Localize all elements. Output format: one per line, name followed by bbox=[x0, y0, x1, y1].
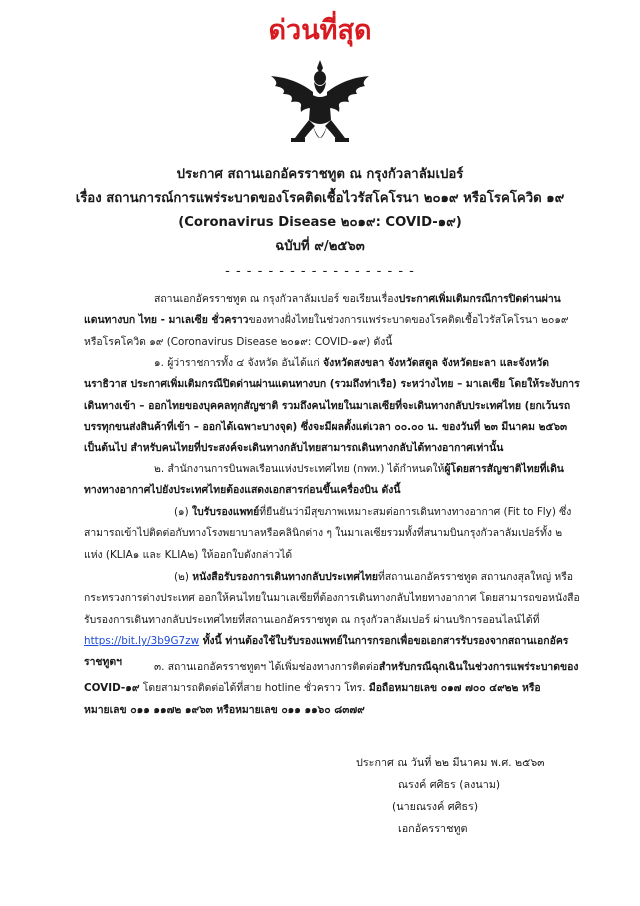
separator-line: - - - - - - - - - - - - - - - - - - bbox=[225, 264, 415, 279]
item-3-paragraph: ๓. สถานเอกอัครราชทูตฯ ได้เพิ่มช่องทางการติดต่อสำหรับกรณีฉุกเฉินในช่วงการแพร่ระบาดของ COVID-๑๙ โดยสามารถติดต่อได้ที่สาย hotline ชั่วคราว โทร. มือถือหมายเลข ๐๑๗ ๗๐๐ ๔๙๒๒ หรือหมายเลข ๐๑๑ ๑๑๗๒ ๑๙๖๓ หรือหมายเลข ๐๑๑ ๑๑๖๐ ๘๓๗๙ bbox=[84, 661, 579, 716]
item-2-sub-1-paragraph: (๑) ใบรับรองแพทย์ที่ยืนยันว่ามีสุขภาพเหมาะสมต่อการเดินทางทางอากาศ (Fit to Fly) ซึ่งสามารถเข้าไปติดต่อกับทางโรงพยาบาลหรือคลินิกต่าง ๆ ในมาเลเซียรวมทั้งที่สนามบินกรุงกัวลาลัมเปอร์ทั้ง ๒ แห่ง (KLIA๑ และ KLIA๒) ให้ออกใบดังกล่าวได้ bbox=[84, 506, 572, 561]
urgency-stamp: ด่วนที่สุด bbox=[268, 15, 372, 46]
signature-line: ณรงค์ ศศิธร (ลงนาม) bbox=[398, 778, 501, 791]
item-2-sub-2-paragraph: (๒) หนังสือรับรองการเดินทางกลับประเทศไทยที่สถานเอกอัครราชทูต สถานกงสุลใหญ่ หรือกระทรวงการต่างประเทศ ออกให้คนไทยในมาเลเซียที่ต้องการเดินทางกลับไทยทางอากาศ โดยสามารถขอหนังสือรับรองการเดินทางกลับประเทศไทยที่สถานเอกอัครราชทูต ณ กรุงกัวลาลัมเปอร์ ผ่านบริการออนไลน์ได้ที่ https://bit.ly/3b9G7zw ทั้งนี้ ท่านต้องใช้ใบรับรองแพทย์ในการกรอกเพื่อขอเอกสารรับรองจากสถานเอกอัครราชทูตฯ bbox=[84, 571, 580, 669]
signatory-name: (นายณรงค์ ศศิธร) bbox=[392, 800, 479, 813]
signatory-title: เอกอัครราชทูต bbox=[398, 822, 468, 835]
intro-paragraph: สถานเอกอัครราชทูต ณ กรุงกัวลาลัมเปอร์ ขอเรียนเรื่องประกาศเพิ่มเติมกรณีการปิดด่านผ่านแดนทางบก ไทย - มาเลเซีย ชั่วคราวของทางฝั่งไทยในช่วงการแพร่ระบาดของโรคติดเชื้อไวรัสโคโรนา ๒๐๑๙ หรือโรคโควิด ๑๙ (Coronavirus Disease ๒๐๑๙: COVID-๑๙) ดังนี้ bbox=[84, 293, 569, 348]
item-2-paragraph: ๒. สำนักงานการบินพลเรือนแห่งประเทศไทย (กพท.) ได้กำหนดให้ผู้โดยสารสัญชาติไทยที่เดินทางทางอากาศไปยังประเทศไทยต้องแสดงเอกสารก่อนขึ้นเครื่องบิน ดังนี้ bbox=[84, 463, 564, 497]
garuda-emblem-icon bbox=[265, 58, 375, 152]
announcement-subject-english: (Coronavirus Disease ๒๐๑๙: COVID-๑๙) bbox=[178, 215, 462, 230]
announcement-subject: เรื่อง สถานการณ์การแพร่ระบาดของโรคติดเชื้อไวรัสโคโรนา ๒๐๑๙ หรือโรคโควิด ๑๙ bbox=[75, 191, 565, 206]
item-1-paragraph: ๑. ผู้ว่าราชการทั้ง ๔ จังหวัด อันได้แก่ จังหวัดสงขลา จังหวัดสตูล จังหวัดยะลา และจังหวัดนราธิวาส ประกาศเพิ่มเติมกรณีปิดด่านผ่านแดนทางบก (รวมถึงท่าเรือ) ระหว่างไทย – มาเลเซีย โดยให้ระงับการเดินทางเข้า – ออกไทยของบุคคลทุกสัญชาติ รวมถึงคนไทยในมาเลเซียที่จะเดินทางกลับประเทศไทย (ยกเว้นรถบรรทุกขนส่งสินค้าที่เข้า – ออกได้เฉพาะบางจุด) ซึ่งจะมีผลตั้งแต่เวลา ๐๐.๐๐ น. ของวันที่ ๒๓ มีนาคม ๒๕๖๓ เป็นต้นไป สำหรับคนไทยที่ประสงค์จะเดินทางกลับไทยสามารถเดินทางกลับได้ทางอากาศเท่านั้น bbox=[84, 357, 580, 455]
announcement-date: ประกาศ ณ วันที่ ๒๒ มีนาคม พ.ศ. ๒๕๖๓ bbox=[356, 756, 545, 769]
announcement-number: ฉบับที่ ๙/๒๕๖๓ bbox=[275, 239, 365, 254]
certificate-request-link[interactable]: https://bit.ly/3b9G7zw bbox=[84, 634, 200, 647]
announcement-title: ประกาศ สถานเอกอัครราชทูต ณ กรุงกัวลาลัมเปอร์ bbox=[176, 167, 464, 182]
